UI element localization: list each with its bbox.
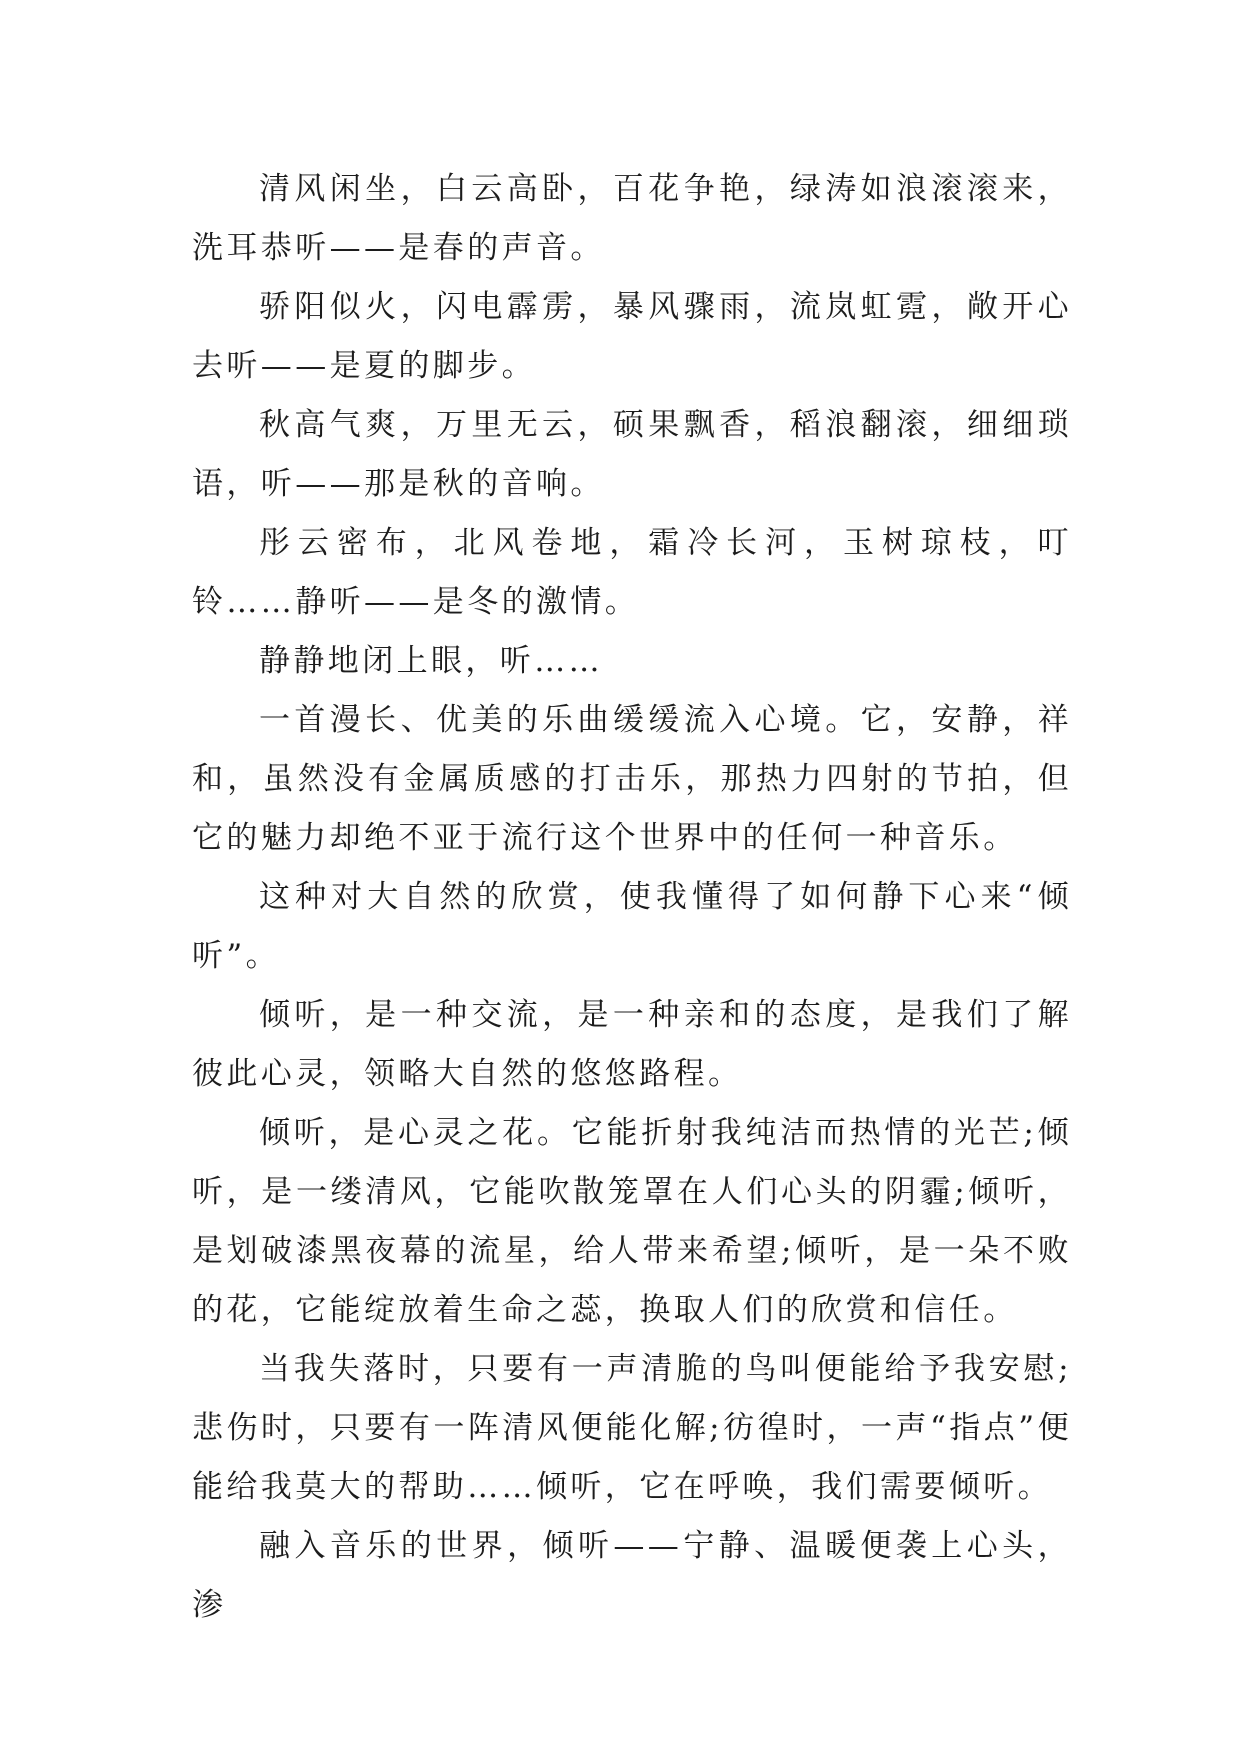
paragraph-listening-flower: 倾听，是心灵之花。它能折射我纯洁而热情的光芒;倾听，是一缕清风，它能吹散笼罩在人们心头的阴霾;倾听，是划破漆黑夜幕的流星，给人带来希望;倾听，是一朵不败的花，它能绽放着生命之蕊，换取人们的欣赏和信任。 (192, 1115, 1072, 1328)
paragraph-melody: 一首漫长、优美的乐曲缓缓流入心境。它，安静，祥和，虽然没有金属质感的打击乐，那热力四射的节拍，但它的魅力却绝不亚于流行这个世界中的任何一种音乐。 (192, 702, 1072, 856)
paragraph-listening-communication: 倾听，是一种交流，是一种亲和的态度，是我们了解彼此心灵，领略大自然的悠悠路程。 (192, 997, 1072, 1092)
paragraph-listen-eyes-closed: 静静地闭上眼，听…… (259, 643, 603, 679)
paragraph-autumn: 秋高气爽，万里无云，硕果飘香，稻浪翻滚，细细琐语，听——那是秋的音响。 (192, 407, 1072, 502)
paragraph-spring: 清风闲坐，白云高卧，百花争艳，绿涛如浪滚滚来，洗耳恭听——是春的声音。 (192, 171, 1072, 266)
paragraph-appreciation: 这种对大自然的欣赏，使我懂得了如何静下心来“倾听”。 (192, 879, 1072, 974)
paragraph-comfort: 当我失落时，只要有一声清脆的鸟叫便能给予我安慰;悲伤时，只要有一阵清风便能化解;彷徨时，一声“指点”便能给我莫大的帮助……倾听，它在呼唤，我们需要倾听。 (192, 1351, 1072, 1505)
document-body (192, 160, 1072, 1635)
paragraph-winter: 彤云密布，北风卷地，霜冷长河，玉树琼枝，叮铃……静听——是冬的激情。 (192, 525, 1072, 620)
paragraph-music-world: 融入音乐的世界，倾听——宁静、温暖便袭上心头，渗 (192, 1528, 1072, 1623)
paragraph-summer: 骄阳似火，闪电霹雳，暴风骤雨，流岚虹霓，敞开心去听——是夏的脚步。 (192, 289, 1072, 384)
